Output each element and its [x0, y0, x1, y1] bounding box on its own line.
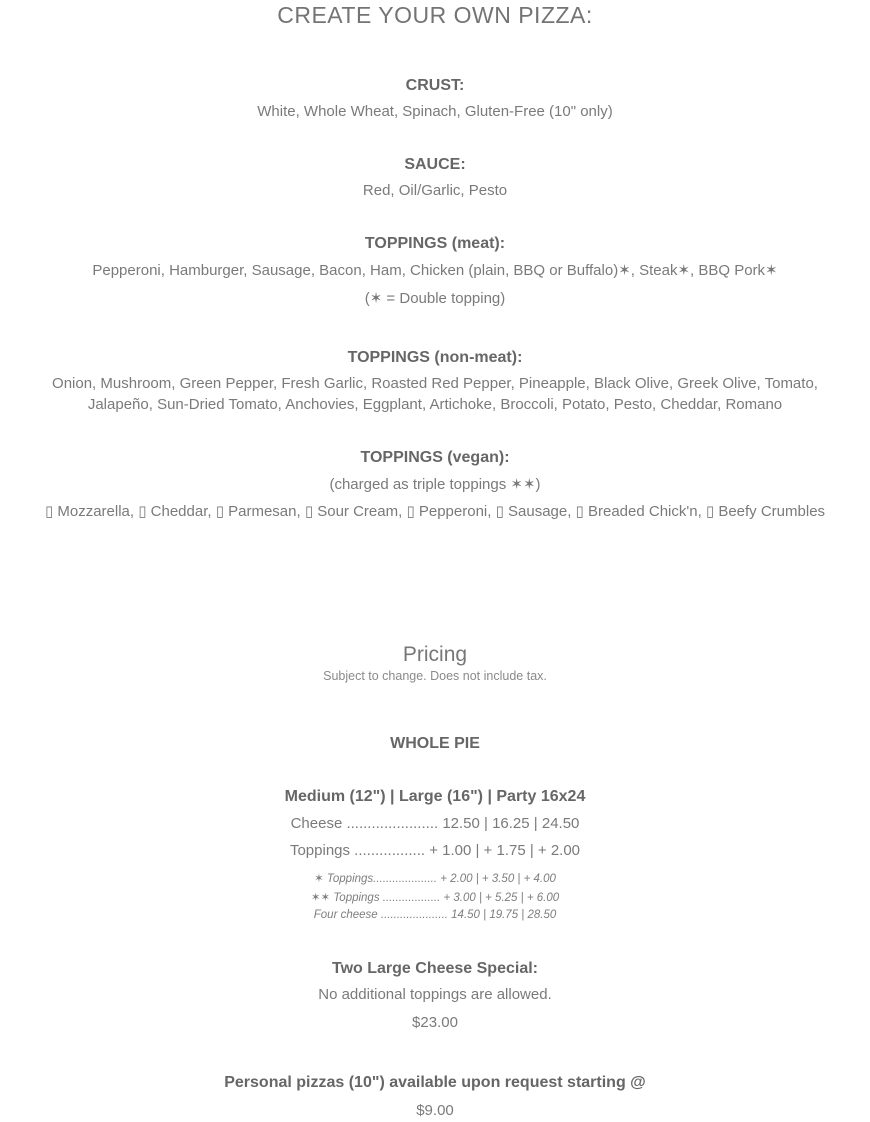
whole-pie-heading: WHOLE PIE [390, 735, 480, 752]
star-toppings-price-line: ✶ Toppings.................... + 2.00 | + 3.50 | + 4.00 [314, 873, 556, 885]
toppings-meat-heading: TOPPINGS (meat): [364, 235, 506, 252]
toppings-nonmeat-line-1: Onion, Mushroom, Green Pepper, Fresh Garlic, Roasted Red Pepper, Pineapple, Black Olive, Greek Olive, Tomato, [52, 375, 818, 392]
toppings-vegan-options: ▯ Mozzarella, ▯ Cheddar, ▯ Parmesan, ▯ Sour Cream, ▯ Pepperoni, ▯ Sausage, ▯ Breaded Chick'n, ▯ Beefy Crumbles [44, 503, 826, 520]
crust-heading: CRUST: [405, 77, 465, 94]
special-heading: Two Large Cheese Special: [332, 960, 538, 977]
toppings-nonmeat-line-2: Jalapeño, Sun-Dried Tomato, Anchovies, Eggplant, Artichoke, Broccoli, Potato, Pesto, Cheddar, Romano [87, 396, 783, 413]
four-cheese-price-line: Four cheese ..................... 14.50 | 19.75 | 28.50 [313, 909, 557, 921]
personal-heading: Personal pizzas (10") available upon request starting @ [224, 1074, 646, 1091]
pricing-subtitle: Subject to change. Does not include tax. [323, 669, 547, 683]
toppings-meat-options: Pepperoni, Hamburger, Sausage, Bacon, Ham, Chicken (plain, BBQ or Buffalo)✶, Steak✶, BBQ Pork✶ [92, 262, 778, 279]
personal-price: $9.00 [416, 1102, 454, 1119]
pricing-title: Pricing [402, 643, 468, 666]
sauce-options: Red, Oil/Garlic, Pesto [362, 182, 508, 199]
sauce-heading: SAUCE: [404, 156, 466, 173]
special-price: $23.00 [412, 1014, 458, 1031]
toppings-price-line: Toppings ................. + 1.00 | + 1.75 | + 2.00 [289, 842, 581, 859]
toppings-meat-note: (✶ = Double topping) [364, 290, 506, 307]
toppings-vegan-heading: TOPPINGS (vegan): [360, 449, 510, 466]
crust-options: White, Whole Wheat, Spinach, Gluten-Free (10" only) [257, 103, 613, 120]
toppings-nonmeat-heading: TOPPINGS (non-meat): [347, 349, 523, 366]
special-note: No additional toppings are allowed. [318, 986, 552, 1003]
cheese-price-line: Cheese ...................... 12.50 | 16.25 | 24.50 [290, 815, 580, 832]
double-star-toppings-price-line: ✶✶ Toppings .................. + 3.00 | + 5.25 | + 6.00 [310, 892, 560, 904]
toppings-vegan-note: (charged as triple toppings ✶✶) [329, 476, 541, 493]
sizes-heading: Medium (12") | Large (16") | Party 16x24 [284, 788, 586, 805]
page-title: CREATE YOUR OWN PIZZA: [277, 2, 593, 28]
